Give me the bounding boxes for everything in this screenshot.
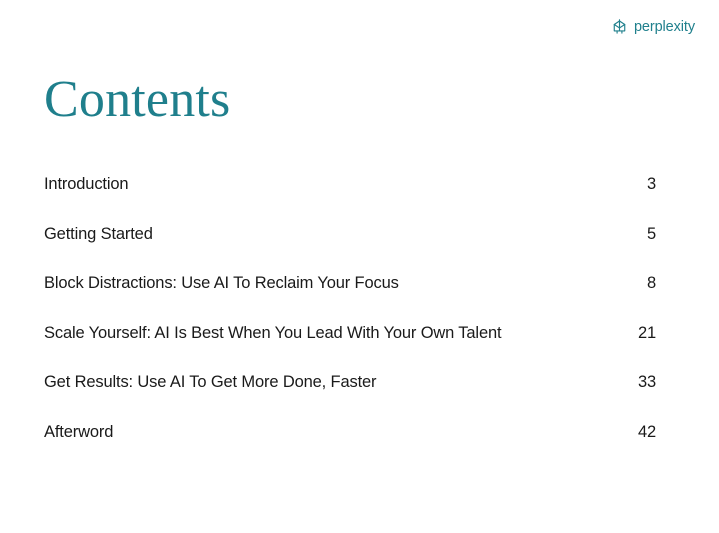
list-item[interactable]: [44, 324, 656, 374]
brand-logo: [611, 18, 695, 35]
toc-entry-label: Introduction: [44, 175, 129, 193]
toc-entry-page: 3: [646, 175, 656, 193]
list-item[interactable]: [44, 175, 656, 225]
toc-entry-label: Get Results: Use AI To Get More Done, Faster: [44, 373, 377, 391]
toc-entry-label: Block Distractions: Use AI To Reclaim Your Focus: [44, 274, 399, 292]
list-item[interactable]: [44, 373, 656, 423]
toc-entry-page: 5: [646, 224, 656, 243]
table-of-contents: [44, 175, 656, 472]
toc-entry-label: Scale Yourself: AI Is Best When You Lead With Your Own Talent: [44, 323, 502, 342]
toc-entry-label: Afterword: [44, 422, 114, 441]
toc-entry-page: 33: [637, 373, 656, 391]
toc-entry-page: 21: [637, 323, 656, 342]
brand-name: perplexity: [633, 18, 695, 35]
perplexity-logo-icon: [611, 18, 628, 35]
list-item[interactable]: [44, 225, 656, 275]
toc-entry-page: 42: [637, 422, 656, 441]
list-item[interactable]: [44, 423, 656, 473]
toc-entry-page: 8: [646, 274, 656, 292]
list-item[interactable]: [44, 274, 656, 324]
toc-entry-label: Getting Started: [44, 224, 153, 243]
page-title: Contents: [44, 71, 231, 128]
